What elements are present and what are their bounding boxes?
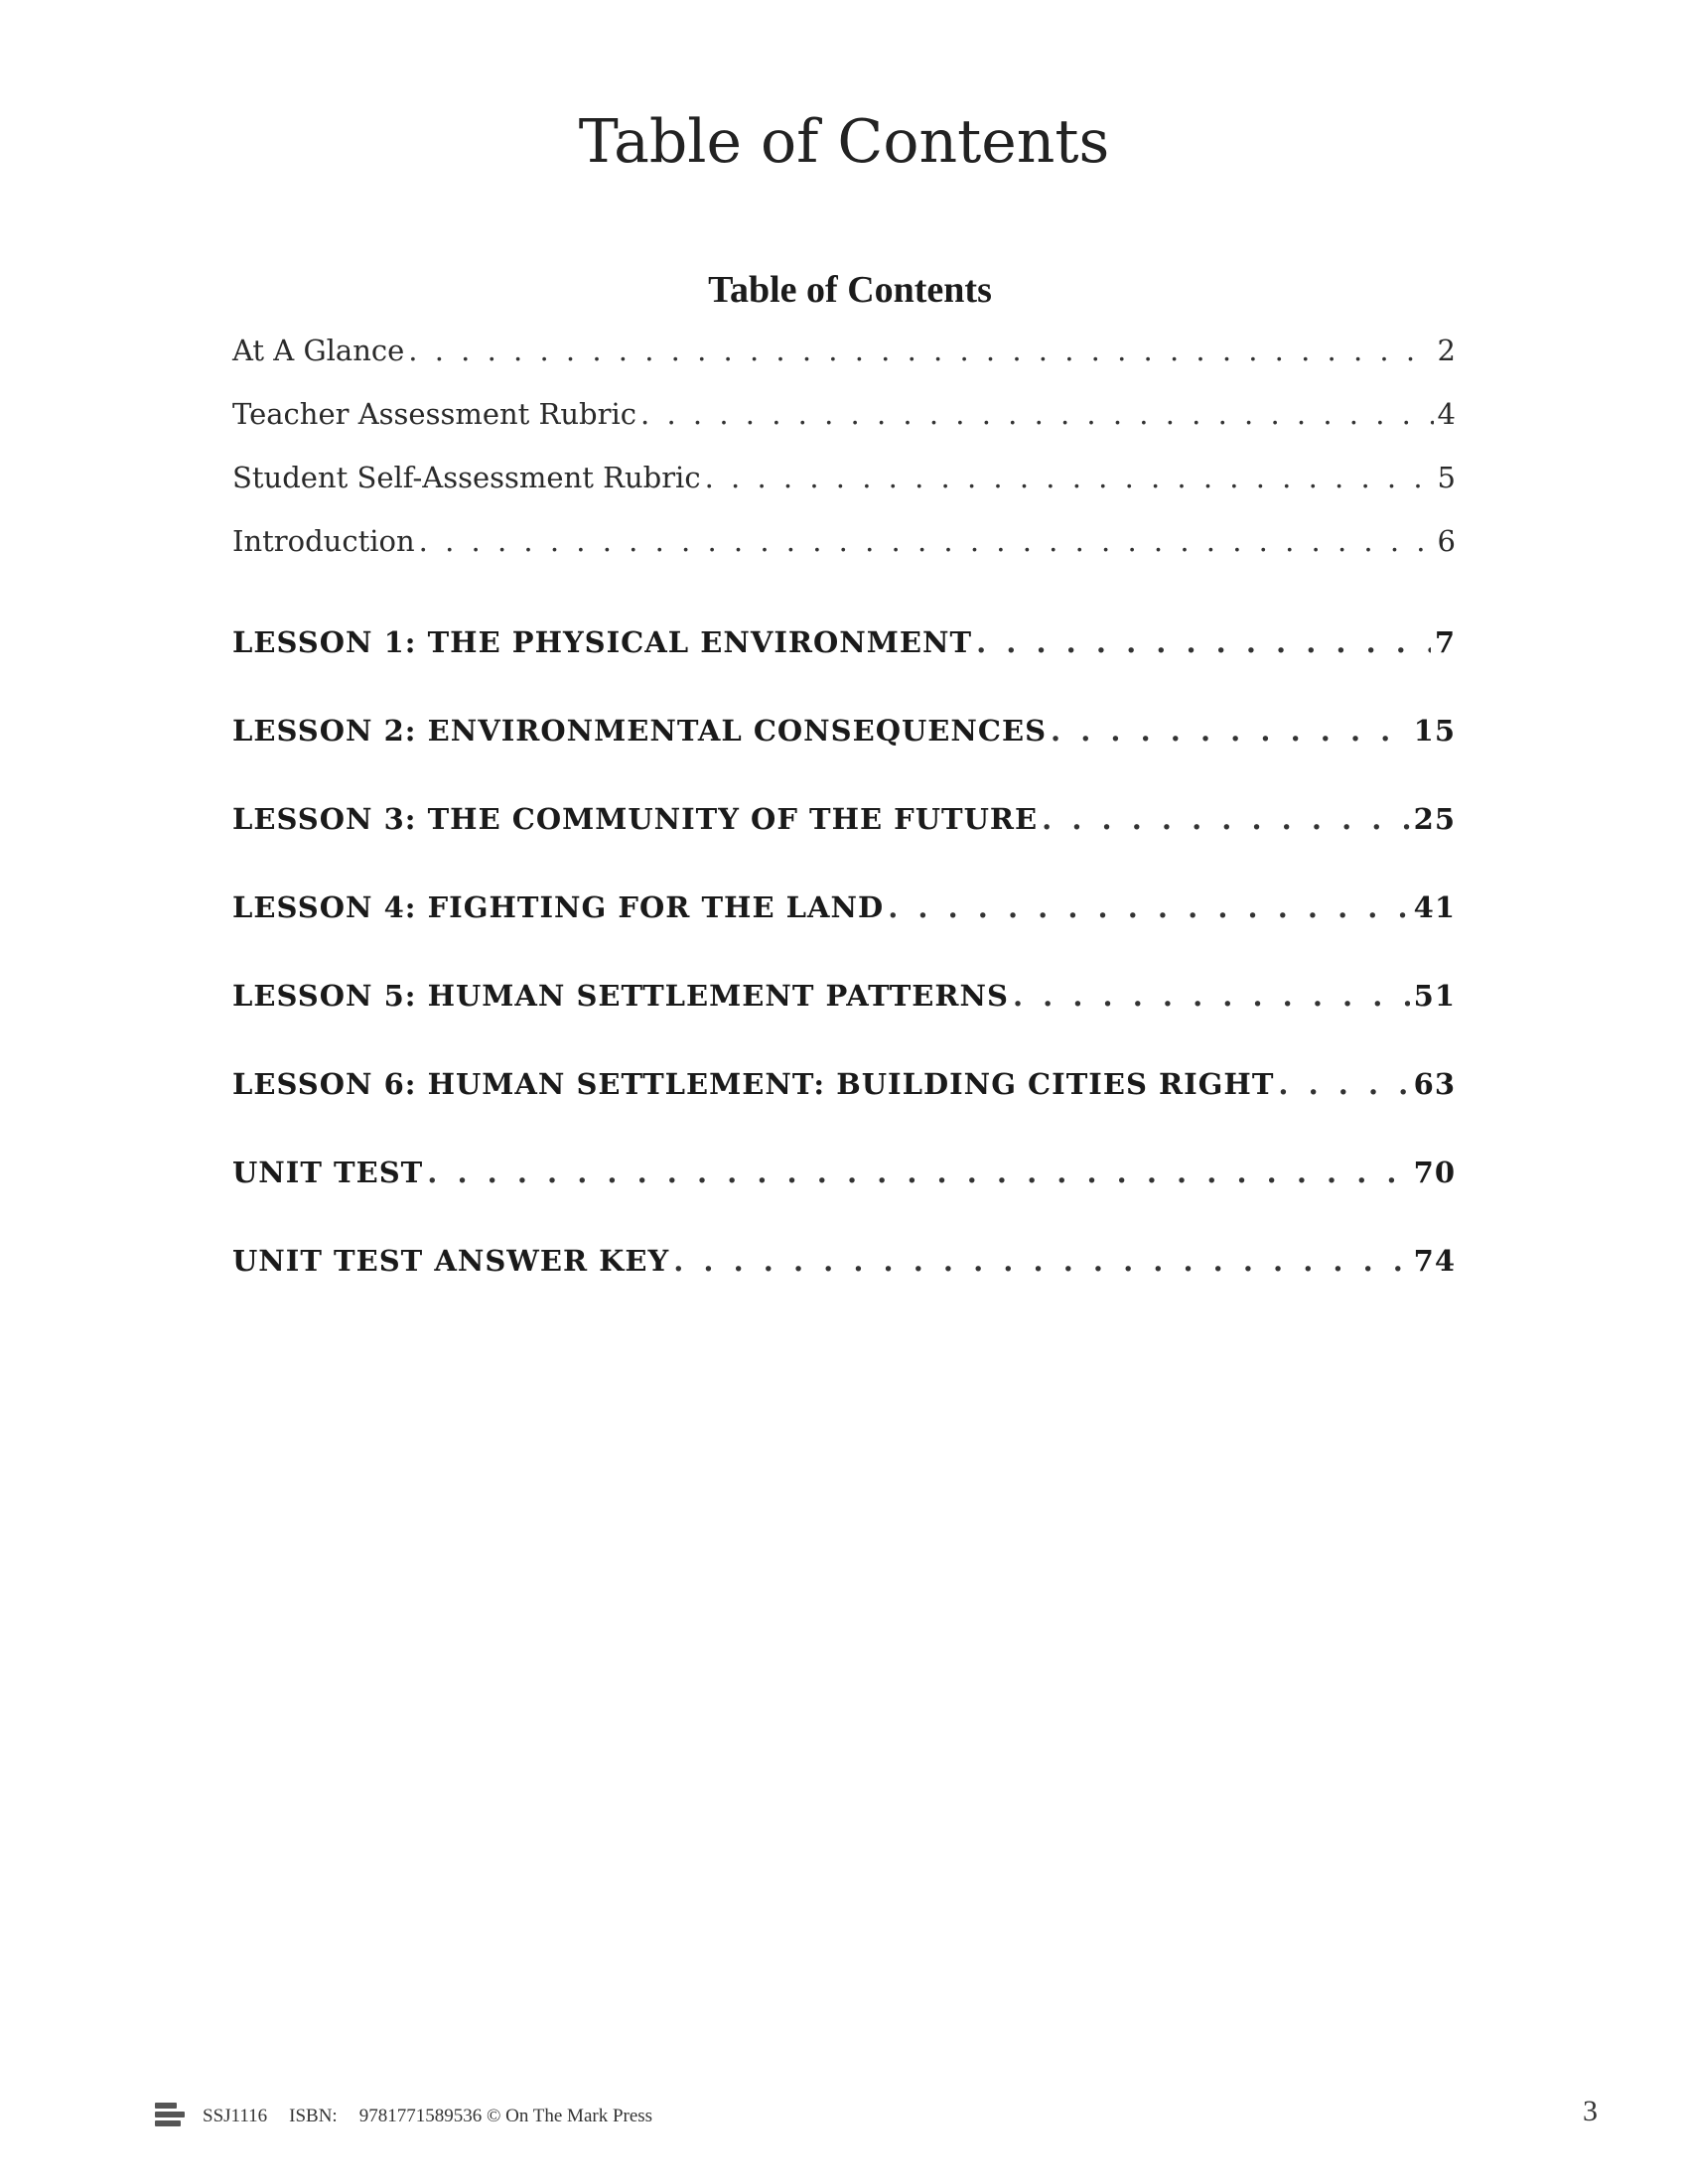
toc-entry-label: Teacher Assessment Rubric bbox=[232, 397, 637, 431]
isbn-copyright: 9781771589536 © On The Mark Press bbox=[358, 2106, 653, 2126]
toc-entry-label: Introduction bbox=[232, 524, 415, 558]
toc-entry-label: LESSON 4: FIGHTING FOR THE LAND bbox=[232, 890, 885, 924]
toc-entry-page: 15 bbox=[1413, 714, 1456, 748]
toc-entry-at-a-glance[interactable] bbox=[232, 334, 1456, 367]
product-code: SSJ1116 bbox=[203, 2106, 268, 2126]
dot-leader bbox=[427, 1156, 1409, 1189]
dot-leader bbox=[408, 334, 1433, 367]
page-footer bbox=[155, 2103, 652, 2130]
toc-entry-label: LESSON 1: THE PHYSICAL ENVIRONMENT bbox=[232, 625, 973, 659]
page-number: 3 bbox=[1583, 2095, 1598, 2127]
toc-entry-lesson-2[interactable] bbox=[232, 714, 1456, 748]
dot-leader bbox=[888, 890, 1409, 924]
dot-leader bbox=[1042, 802, 1410, 836]
dot-leader bbox=[640, 397, 1434, 431]
toc-entry-page: 25 bbox=[1413, 802, 1456, 836]
toc-entry-label: UNIT TEST ANSWER KEY bbox=[232, 1244, 670, 1278]
toc-entry-lesson-6[interactable] bbox=[232, 1067, 1456, 1101]
toc-entry-page: 63 bbox=[1413, 1067, 1456, 1101]
toc-entry-page: 74 bbox=[1413, 1244, 1456, 1278]
toc-entry-page: 5 bbox=[1437, 461, 1456, 494]
dot-leader bbox=[673, 1244, 1409, 1278]
toc-entry-unit-test-answer-key[interactable] bbox=[232, 1244, 1456, 1278]
toc-entry-introduction[interactable] bbox=[232, 524, 1456, 558]
toc-entry-lesson-1[interactable] bbox=[232, 625, 1456, 659]
dot-leader bbox=[1051, 714, 1410, 748]
toc-entry-label: LESSON 3: THE COMMUNITY OF THE FUTURE bbox=[232, 802, 1039, 836]
toc-entry-page: 2 bbox=[1437, 334, 1456, 367]
toc-entry-unit-test[interactable] bbox=[232, 1156, 1456, 1189]
toc-entry-page: 7 bbox=[1434, 625, 1456, 659]
toc-entry-lesson-3[interactable] bbox=[232, 802, 1456, 836]
toc-entry-lesson-5[interactable] bbox=[232, 979, 1456, 1013]
toc-entry-lesson-4[interactable] bbox=[232, 890, 1456, 924]
dot-leader bbox=[976, 625, 1431, 659]
toc-entry-teacher-assessment-rubric[interactable] bbox=[232, 397, 1456, 431]
toc-entry-label: LESSON 6: HUMAN SETTLEMENT: BUILDING CITIES RIGHT bbox=[232, 1067, 1275, 1101]
dot-leader bbox=[705, 461, 1434, 494]
toc-entry-label: UNIT TEST bbox=[232, 1156, 424, 1189]
toc-entry-label: LESSON 5: HUMAN SETTLEMENT PATTERNS bbox=[232, 979, 1009, 1013]
toc-entry-label: At A Glance bbox=[232, 334, 405, 367]
toc-entry-label: LESSON 2: ENVIRONMENTAL CONSEQUENCES bbox=[232, 714, 1048, 748]
toc-entry-page: 41 bbox=[1413, 890, 1456, 924]
dot-leader bbox=[419, 524, 1434, 558]
toc-entry-student-self-assessment-rubric[interactable] bbox=[232, 461, 1456, 494]
book-logo-icon bbox=[155, 2103, 185, 2130]
toc-entry-page: 70 bbox=[1413, 1156, 1456, 1189]
toc-entry-page: 4 bbox=[1437, 397, 1456, 431]
isbn-label: ISBN: bbox=[289, 2106, 338, 2126]
dot-leader bbox=[1278, 1067, 1409, 1101]
toc-entry-label: Student Self-Assessment Rubric bbox=[232, 461, 701, 494]
toc-entry-page: 6 bbox=[1437, 524, 1456, 558]
dot-leader bbox=[1013, 979, 1410, 1013]
toc-heading: Table of Contents bbox=[708, 269, 992, 311]
toc-entry-page: 51 bbox=[1413, 979, 1456, 1013]
page-title: Table of Contents bbox=[578, 107, 1110, 177]
